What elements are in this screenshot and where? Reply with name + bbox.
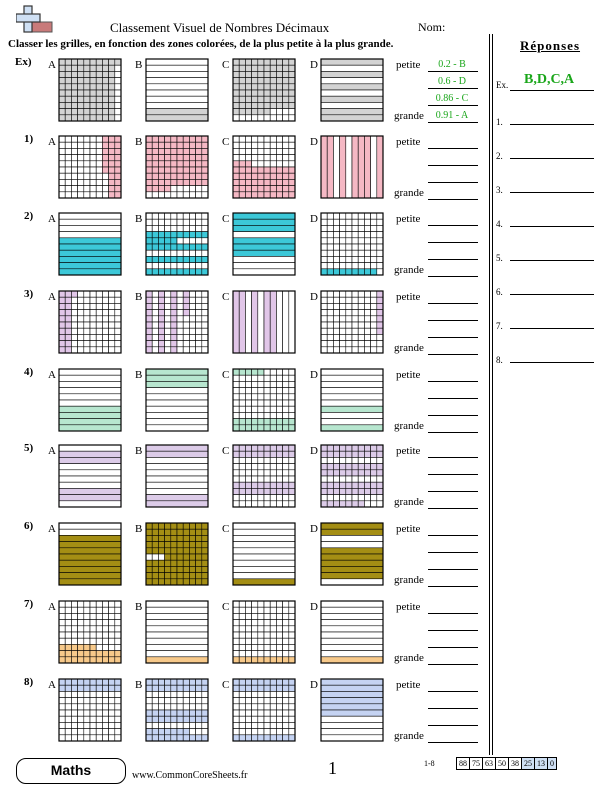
grid-letter: A: [48, 523, 56, 535]
order-answer-line[interactable]: [428, 122, 478, 123]
answer-line[interactable]: [510, 362, 594, 363]
decimal-grid: [320, 678, 384, 742]
decimal-grid: [58, 58, 122, 122]
order-answer-line[interactable]: [428, 647, 478, 648]
decimal-grid: [232, 135, 296, 199]
grid-letter: A: [48, 213, 56, 225]
decimal-grid: [145, 58, 209, 122]
order-answer-line[interactable]: [428, 708, 478, 709]
order-answer-line[interactable]: [428, 474, 478, 475]
example-order-value: 0.86 - C: [435, 93, 469, 104]
instructions: Classer les grilles, en fonction des zones colorées, de la plus petite à la plus grande.: [8, 38, 394, 50]
largest-label: grande: [394, 110, 424, 122]
divider: [492, 34, 493, 755]
order-answer-line[interactable]: [428, 165, 478, 166]
grid-letter: C: [222, 369, 230, 381]
order-answer-line[interactable]: [428, 259, 478, 260]
grid-letter: D: [310, 445, 318, 457]
decimal-grid: [58, 135, 122, 199]
score-cell: 0: [548, 757, 557, 770]
order-answer-line[interactable]: [428, 415, 478, 416]
decimal-grid: [320, 212, 384, 276]
answer-line[interactable]: [510, 192, 594, 193]
answer-line[interactable]: [510, 328, 594, 329]
decimal-grid: [320, 290, 384, 354]
grid-letter: D: [310, 601, 318, 613]
grid-letter: C: [222, 601, 230, 613]
decimal-grid: [145, 290, 209, 354]
score-cell: 25: [522, 757, 535, 770]
decimal-grid: [58, 522, 122, 586]
order-answer-line[interactable]: [428, 225, 478, 226]
grid-letter: D: [310, 59, 318, 71]
answer-item-label: 6.: [496, 287, 503, 297]
problem-number: 3): [24, 288, 34, 300]
decimal-grid: [145, 678, 209, 742]
decimal-grid: [232, 444, 296, 508]
decimal-grid: [145, 212, 209, 276]
largest-label: grande: [394, 187, 424, 199]
order-answer-line[interactable]: [428, 691, 478, 692]
decimal-grid: [58, 290, 122, 354]
logo-icon: [16, 4, 54, 38]
problem-number: 2): [24, 210, 34, 222]
answer-line[interactable]: [510, 294, 594, 295]
name-label: Nom:: [418, 20, 446, 34]
order-answer-line[interactable]: [428, 276, 478, 277]
grid-letter: C: [222, 679, 230, 691]
decimal-grid: [232, 678, 296, 742]
decimal-grid: [232, 522, 296, 586]
order-answer-line[interactable]: [428, 491, 478, 492]
largest-label: grande: [394, 652, 424, 664]
grid-letter: C: [222, 445, 230, 457]
order-answer-line[interactable]: [428, 320, 478, 321]
decimal-grid: [320, 522, 384, 586]
largest-label: grande: [394, 420, 424, 432]
grid-letter: B: [135, 59, 143, 71]
answer-item-label: 3.: [496, 185, 503, 195]
problem-number: 4): [24, 366, 34, 378]
smallest-label: petite: [396, 369, 421, 381]
grid-letter: D: [310, 136, 318, 148]
footer-site: www.CommonCoreSheets.fr: [132, 770, 248, 781]
score-cell: 38: [509, 757, 522, 770]
answer-example-label: Ex.: [496, 80, 509, 90]
order-answer-line[interactable]: [428, 630, 478, 631]
order-answer-line[interactable]: [428, 381, 478, 382]
grid-letter: B: [135, 136, 143, 148]
problem-number: 1): [24, 133, 34, 145]
decimal-grid: [58, 600, 122, 664]
smallest-label: petite: [396, 136, 421, 148]
answer-item-label: 7.: [496, 321, 503, 331]
decimal-grid: [320, 135, 384, 199]
smallest-label: petite: [396, 59, 421, 71]
grid-letter: C: [222, 136, 230, 148]
smallest-label: petite: [396, 679, 421, 691]
score-range-label: 1-8: [424, 759, 435, 768]
grid-letter: A: [48, 369, 56, 381]
largest-label: grande: [394, 574, 424, 586]
order-answer-line[interactable]: [428, 508, 478, 509]
order-answer-line[interactable]: [428, 742, 478, 743]
decimal-grid: [320, 368, 384, 432]
answer-item-label: 1.: [496, 117, 503, 127]
order-answer-line[interactable]: [428, 148, 478, 149]
decimal-grid: [320, 444, 384, 508]
decimal-grid: [232, 290, 296, 354]
grid-letter: A: [48, 445, 56, 457]
decimal-grid: [232, 600, 296, 664]
problem-number: 6): [24, 520, 34, 532]
grid-letter: D: [310, 679, 318, 691]
answer-item-label: 4.: [496, 219, 503, 229]
example-order-value: 0.6 - D: [437, 76, 467, 87]
answers-title: Réponses: [520, 38, 581, 53]
decimal-grid: [145, 522, 209, 586]
smallest-label: petite: [396, 213, 421, 225]
answer-line[interactable]: [510, 124, 594, 125]
score-cell: 13: [535, 757, 548, 770]
order-answer-line[interactable]: [428, 664, 478, 665]
order-answer-line[interactable]: [428, 552, 478, 553]
decimal-grid: [58, 212, 122, 276]
order-answer-line[interactable]: [428, 199, 478, 200]
grid-letter: B: [135, 601, 143, 613]
smallest-label: petite: [396, 445, 421, 457]
grid-letter: D: [310, 213, 318, 225]
order-answer-line[interactable]: [428, 337, 478, 338]
score-cell: 50: [496, 757, 509, 770]
largest-label: grande: [394, 496, 424, 508]
smallest-label: petite: [396, 523, 421, 535]
order-answer-line[interactable]: [428, 613, 478, 614]
order-answer-line[interactable]: [428, 569, 478, 570]
answer-item-label: 5.: [496, 253, 503, 263]
decimal-grid: [320, 600, 384, 664]
score-cell: 63: [483, 757, 496, 770]
largest-label: grande: [394, 264, 424, 276]
grid-letter: B: [135, 679, 143, 691]
smallest-label: petite: [396, 291, 421, 303]
smallest-label: petite: [396, 601, 421, 613]
grid-letter: D: [310, 291, 318, 303]
grid-letter: A: [48, 59, 56, 71]
answer-line[interactable]: [510, 260, 594, 261]
decimal-grid: [145, 135, 209, 199]
answer-line[interactable]: [510, 226, 594, 227]
grid-letter: C: [222, 523, 230, 535]
order-answer-line[interactable]: [428, 398, 478, 399]
largest-label: grande: [394, 342, 424, 354]
score-cell: 88: [456, 757, 470, 770]
grid-letter: B: [135, 523, 143, 535]
decimal-grid: [232, 212, 296, 276]
example-order-value: 0.91 - A: [435, 110, 469, 121]
answer-item-label: 2.: [496, 151, 503, 161]
decimal-grid: [232, 58, 296, 122]
order-answer-line[interactable]: [428, 535, 478, 536]
score-table: [456, 757, 557, 770]
decimal-grid: [145, 600, 209, 664]
order-answer-line[interactable]: [428, 303, 478, 304]
decimal-grid: [145, 444, 209, 508]
order-answer-line[interactable]: [428, 242, 478, 243]
order-answer-line[interactable]: [428, 586, 478, 587]
grid-letter: A: [48, 136, 56, 148]
order-answer-line[interactable]: [428, 88, 478, 89]
example-order-value: 0.2 - B: [438, 59, 466, 70]
order-answer-line[interactable]: [428, 432, 478, 433]
answer-example-value: B,D,C,A: [524, 72, 575, 87]
decimal-grid: [58, 678, 122, 742]
grid-letter: B: [135, 291, 143, 303]
problem-number: Ex): [15, 56, 32, 68]
problem-number: 5): [24, 442, 34, 454]
answer-line[interactable]: [510, 90, 594, 91]
decimal-grid: [58, 444, 122, 508]
grid-letter: A: [48, 679, 56, 691]
order-answer-line[interactable]: [428, 354, 478, 355]
decimal-grid: [320, 58, 384, 122]
grid-letter: A: [48, 291, 56, 303]
grid-letter: D: [310, 523, 318, 535]
decimal-grid: [232, 368, 296, 432]
page-title: Classement Visuel de Nombres Décimaux: [110, 20, 330, 35]
grid-letter: B: [135, 445, 143, 457]
decimal-grid: [145, 368, 209, 432]
grid-letter: C: [222, 59, 230, 71]
order-answer-line[interactable]: [428, 457, 478, 458]
order-answer-line[interactable]: [428, 105, 478, 106]
grid-letter: B: [135, 213, 143, 225]
grid-letter: C: [222, 291, 230, 303]
problem-number: 7): [24, 598, 34, 610]
grid-letter: C: [222, 213, 230, 225]
order-answer-line[interactable]: [428, 725, 478, 726]
largest-label: grande: [394, 730, 424, 742]
footer-brand: Maths: [50, 762, 92, 778]
grid-letter: B: [135, 369, 143, 381]
answer-line[interactable]: [510, 158, 594, 159]
page-number: 1: [328, 758, 337, 778]
grid-letter: A: [48, 601, 56, 613]
grid-letter: D: [310, 369, 318, 381]
problem-number: 8): [24, 676, 34, 688]
order-answer-line[interactable]: [428, 182, 478, 183]
decimal-grid: [58, 368, 122, 432]
answer-item-label: 8.: [496, 355, 503, 365]
score-cell: 75: [470, 757, 483, 770]
divider: [489, 34, 490, 755]
order-answer-line[interactable]: [428, 71, 478, 72]
